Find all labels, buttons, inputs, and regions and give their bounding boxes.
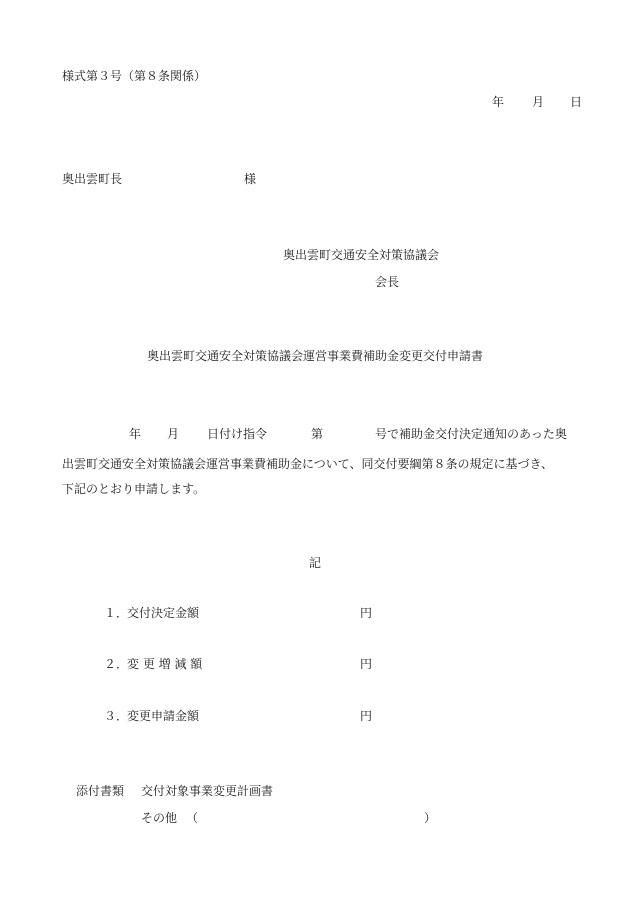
body-year-label: 年	[129, 427, 142, 441]
body-line-2: 出雲町交通安全対策協議会運営事業費補助金について、同交付要綱第８条の規定に基づき、	[62, 457, 554, 471]
item-unit: 円	[360, 657, 373, 671]
body-line-3: 下記のとおり申請します。	[62, 482, 206, 496]
item-label: 変 更 増 減 額	[127, 657, 203, 671]
item-label: 交付決定金額	[127, 606, 200, 620]
body-month-label: 月	[167, 427, 180, 441]
item-number: ２．	[104, 657, 129, 671]
ki-heading: 記	[308, 556, 321, 570]
applicant-title: 会長	[375, 275, 400, 289]
attachments-other-close-paren: ）	[424, 811, 437, 825]
document-title: 奥出雲町交通安全対策協議会運営事業費補助金変更交付申請書	[146, 349, 483, 363]
applicant-organization: 奥出雲町交通安全対策協議会	[283, 248, 440, 262]
addressee-suffix: 様	[244, 172, 257, 186]
attachments-other-open-paren: （	[186, 811, 199, 825]
body-line-1-tail: 号で補助金交付決定通知のあった奥	[375, 427, 567, 441]
attachments-label: 添付書類	[76, 784, 125, 798]
item-number: １．	[104, 606, 129, 620]
item-unit: 円	[360, 709, 373, 723]
attachments-other-label: その他	[141, 811, 178, 825]
date-day-label: 日	[570, 95, 583, 109]
body-number-prefix: 第	[311, 427, 324, 441]
item-number: ３．	[104, 709, 129, 723]
item-label: 変更申請金額	[127, 709, 200, 723]
item-unit: 円	[360, 606, 373, 620]
addressee-name: 奥出雲町長	[62, 172, 123, 186]
form-number: 様式第３号（第８条関係）	[62, 69, 207, 83]
date-year-label: 年	[492, 95, 505, 109]
date-month-label: 月	[532, 95, 545, 109]
attachments-document: 交付対象事業変更計画書	[141, 784, 274, 798]
body-dated-directive: 日付け指令	[207, 427, 268, 441]
